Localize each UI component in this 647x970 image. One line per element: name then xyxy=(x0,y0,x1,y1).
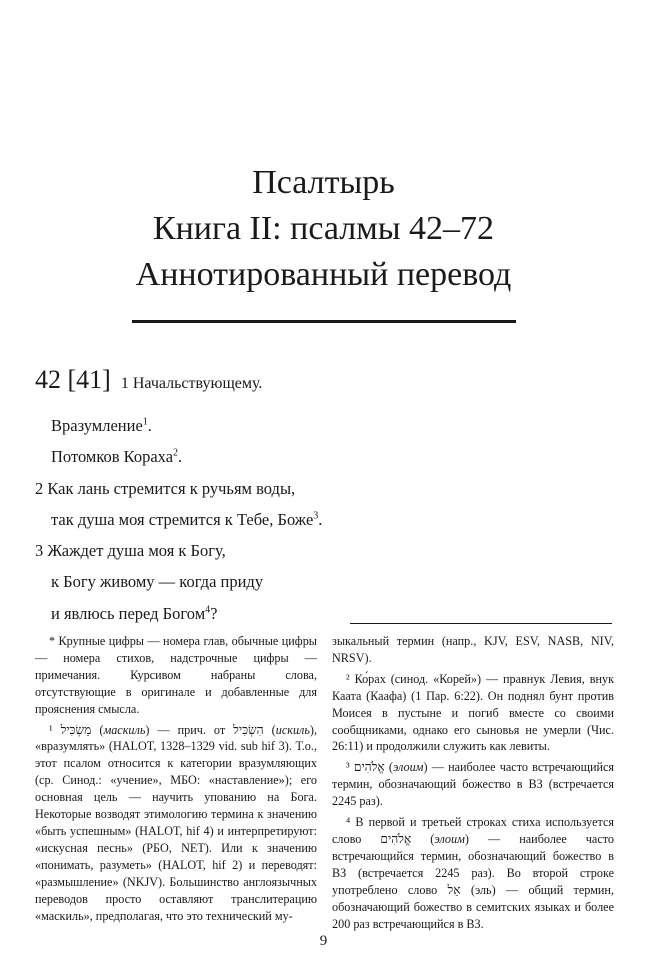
psalm-number: 42 [41] xyxy=(35,365,111,394)
verse-line: Потомков Кораха$^2$. xyxy=(51,447,183,467)
footnote-2: ² Ко́рах (синод. «Корей») — правнук Левия, внук Каата (Каафа) (1 Пар. 6:22). Он поднял бунт против Моисея в пустыне и погиб вместе со своими сообщниками, однако его сыновья не умерли (Чис. 26:11) и продолжили служить как левиты. xyxy=(332,671,614,754)
title-line-2: Книга II: псалмы 42–72 xyxy=(152,210,495,247)
verse-block xyxy=(35,410,322,629)
footnote-ref: 3 xyxy=(313,510,319,522)
psalm-superscription: 1 Начальствующему. xyxy=(120,375,263,392)
verse-line: 2 Как лань стремится к ручьям воды, xyxy=(35,478,296,498)
footnote-ref: 1 xyxy=(142,416,148,428)
footnote-ref: 4 xyxy=(205,604,211,616)
footnotes-right-column xyxy=(332,633,614,932)
page-number: 9 xyxy=(319,933,328,949)
footnote-3: ³ אֱלֹהִים (элоим) — наиболее часто встречающийся термин, обозначающий божество в ВЗ (встречается 2245 раз). xyxy=(332,760,615,809)
footnote-star: * Крупные цифры — номера глав, обычные цифры — номера стихов, надстрочные цифры — примечания. Курсивом набраны слова, отсутствующие в оригинале и добавленные для прояснения смысла. xyxy=(35,634,317,716)
title-line-1: Псалтырь xyxy=(252,164,395,201)
psalm-heading xyxy=(35,365,262,395)
verse-line: так душа моя стремится к Тебе, Боже$^3$. xyxy=(51,509,323,529)
footnotes-left-column xyxy=(35,633,317,924)
verse-line: 3 Жаждет душа моя к Богу, xyxy=(35,541,226,561)
verse-line: и явлюсь перед Богом$^4$? xyxy=(51,603,218,623)
footnote-divider xyxy=(350,623,612,624)
footnote-1: ¹ מַשְׂכִּיל (маскиль) — прич. от הִשְׂכִּיל (искиль), «вразумлять» (HALOT, 1328–1329 vid. sub hif 3). Т.о., этот псалом относится к категории вразумляющих (ср. Синод.: «учение», МБО: «наставление»); его основная цель — научить упованию на Бога. Некоторые возводят этимологию термина к значению «быть успешным» (HALOT, hif 4) и интерпретируют: «искусная песнь» (РБО, NET). Или к значению «понимать, разуметь» (HALOT, hif 2) и переводят: «размышление» (NKJV). Большинство англоязычных переводов просто оставляют транслитерацию «маскиль», предполагая, что это технический му- xyxy=(35,722,318,923)
verse-line: Вразумление$^1$. xyxy=(51,416,152,435)
footnote-4: ⁴ В первой и третьей строках стиха используется слово אֱלֹהִים (элоим) — наиболее часто встречающийся термин, обозначающий божество в ВЗ (встречается 2245 раз). Во второй строке употреблено слово אֵל (эль) — общий термин, обозначающий божество в семитских языках и более 200 раз встречающийся в ВЗ. xyxy=(332,815,614,931)
footnote-ref: 2 xyxy=(173,447,179,459)
verse-line: к Богу живому — когда приду xyxy=(51,572,264,592)
title-divider xyxy=(132,320,516,323)
page-title xyxy=(0,160,647,298)
footnote-1-continued: зыкальный термин (напр., KJV, ESV, NASB, NIV, NRSV). xyxy=(332,634,614,665)
title-line-3: Аннотированный перевод xyxy=(135,256,512,293)
